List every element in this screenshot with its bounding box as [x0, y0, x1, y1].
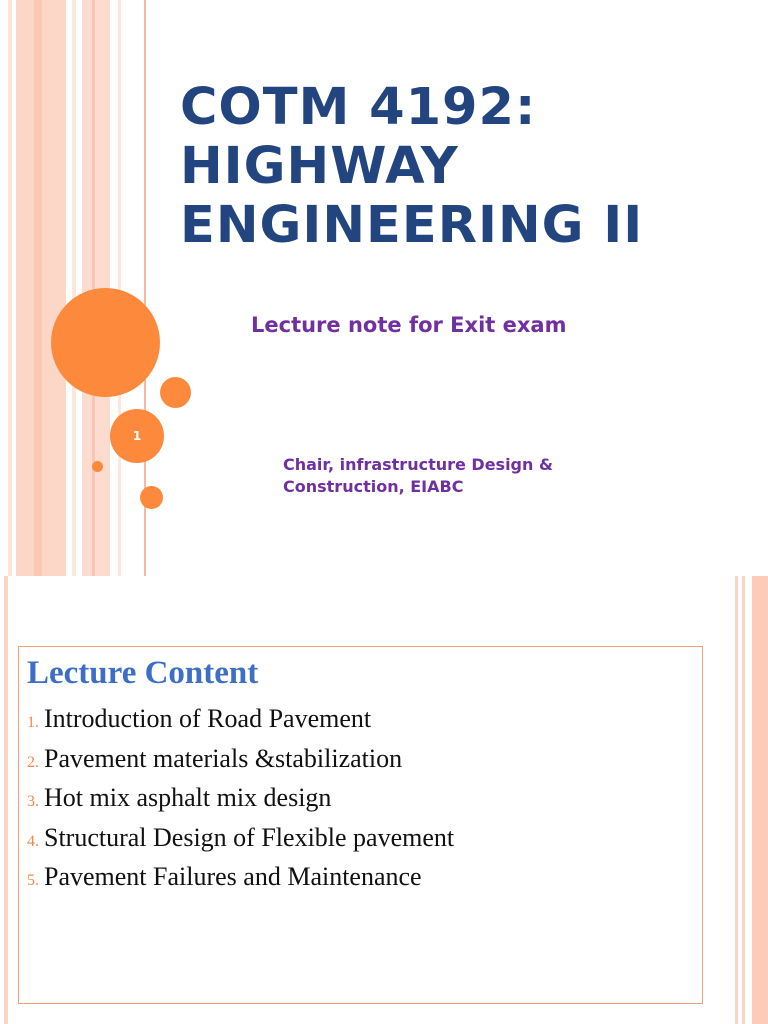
- list-item-number: 3.: [27, 793, 39, 810]
- list-item: [27, 822, 454, 862]
- decorative-circle-medium: [160, 377, 191, 408]
- slide-subtitle: Lecture note for Exit exam: [251, 313, 567, 337]
- list-item-text: Pavement Failures and Maintenance: [44, 862, 422, 891]
- decorative-stripe-left: [4, 576, 8, 1024]
- list-item: [27, 703, 454, 743]
- title-line-1: COTM 4192:: [180, 78, 537, 137]
- title-line-3: ENGINEERING II: [180, 196, 644, 255]
- list-item: [27, 782, 454, 822]
- list-item-number: 1.: [27, 714, 39, 731]
- list-item-number: 5.: [27, 872, 39, 889]
- affiliation-line-1: Chair, infrastructure Design &: [283, 455, 553, 474]
- decorative-stripes-left: [0, 0, 150, 576]
- content-slide: [0, 576, 768, 1024]
- list-item: [27, 743, 454, 783]
- decorative-stripe-right-3: [752, 576, 768, 1024]
- list-item-number: 2.: [27, 753, 39, 771]
- list-item-text: Introduction of Road Pavement: [44, 704, 372, 733]
- lecture-content-box: [18, 646, 703, 1004]
- decorative-stripe-right-1: [735, 576, 738, 1024]
- list-item-text: Pavement materials &stabilization: [44, 743, 403, 773]
- affiliation-line-2: Construction, EIABC: [283, 477, 464, 496]
- lecture-topics-list: [27, 703, 454, 901]
- list-item-text: Hot mix asphalt mix design: [44, 783, 332, 812]
- affiliation-text: [283, 454, 683, 498]
- decorative-circle-large: [51, 288, 160, 397]
- decorative-stripe-right-2: [742, 576, 745, 1024]
- slide-title: [180, 78, 740, 255]
- content-heading: Lecture Content: [27, 655, 259, 691]
- list-item: [27, 861, 454, 901]
- list-item-text: Structural Design of Flexible pavement: [44, 822, 455, 852]
- decorative-circle-small: [140, 486, 163, 509]
- page-number: 1: [132, 429, 142, 443]
- list-item-number: 4.: [27, 832, 39, 850]
- decorative-circle-tiny: [92, 461, 103, 472]
- title-line-2: HIGHWAY: [180, 137, 459, 196]
